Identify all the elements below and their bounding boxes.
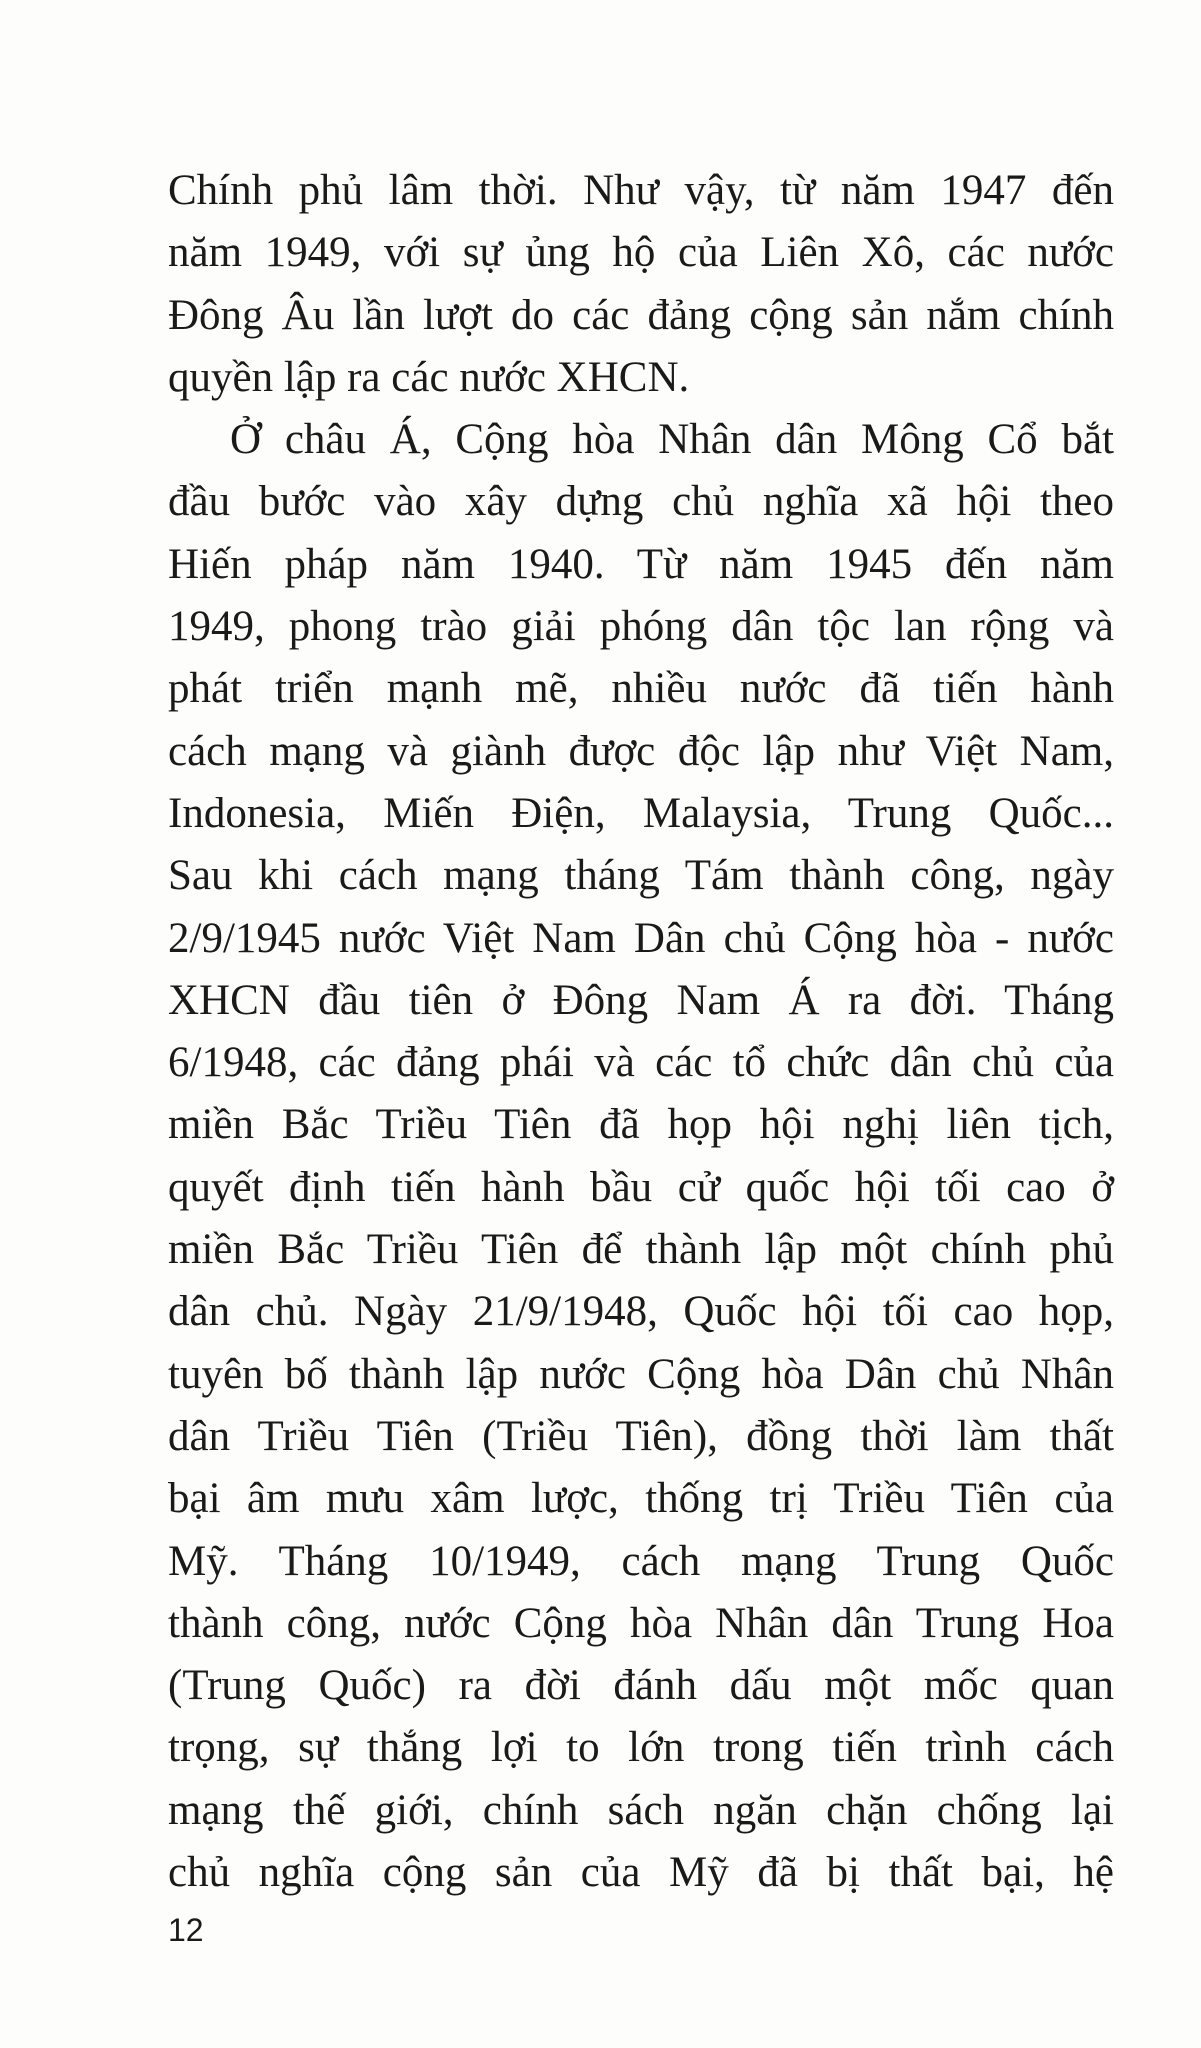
text-line: miền Bắc Triều Tiên đã họp hội nghị liên tịch, (168, 1101, 1114, 1149)
text-line: XHCN đầu tiên ở Đông Nam Á ra đời. Tháng (168, 976, 1114, 1024)
text-line: trọng, sự thắng lợi to lớn trong tiến trình cách (168, 1724, 1114, 1772)
text-line: Indonesia, Miến Điện, Malaysia, Trung Quốc... (168, 789, 1114, 837)
text-line: quyền lập ra các nước XHCN. (168, 353, 690, 401)
text-line: 6/1948, các đảng phái và các tổ chức dân chủ của (168, 1039, 1114, 1087)
text-line: 2/9/1945 nước Việt Nam Dân chủ Cộng hòa - nước (168, 914, 1114, 962)
text-line: mạng thế giới, chính sách ngăn chặn chống lại (168, 1786, 1114, 1834)
text-line: dân chủ. Ngày 21/9/1948, Quốc hội tối cao họp, (168, 1288, 1114, 1336)
text-line: Ở châu Á, Cộng hòa Nhân dân Mông Cổ bắt (230, 416, 1114, 464)
text-line: Hiến pháp năm 1940. Từ năm 1945 đến năm (168, 540, 1114, 588)
text-line: chủ nghĩa cộng sản của Mỹ đã bị thất bại, hệ (168, 1849, 1114, 1897)
body-text (168, 160, 1114, 1904)
text-line: năm 1949, với sự ủng hộ của Liên Xô, các nước (168, 229, 1114, 277)
text-line: miền Bắc Triều Tiên để thành lập một chính phủ (168, 1226, 1114, 1274)
text-line: dân Triều Tiên (Triều Tiên), đồng thời làm thất (168, 1412, 1114, 1460)
text-line: quyết định tiến hành bầu cử quốc hội tối cao ở (168, 1163, 1114, 1211)
text-line: 1949, phong trào giải phóng dân tộc lan rộng và (168, 603, 1114, 651)
text-line: đầu bước vào xây dựng chủ nghĩa xã hội theo (168, 478, 1114, 526)
text-line: tuyên bố thành lập nước Cộng hòa Dân chủ Nhân (168, 1350, 1114, 1398)
text-line: (Trung Quốc) ra đời đánh dấu một mốc quan (168, 1662, 1114, 1710)
page-number: 12 (168, 1912, 204, 1948)
text-line: Sau khi cách mạng tháng Tám thành công, ngày (168, 852, 1114, 900)
text-line: Mỹ. Tháng 10/1949, cách mạng Trung Quốc (168, 1537, 1114, 1585)
text-line: bại âm mưu xâm lược, thống trị Triều Tiên của (168, 1475, 1114, 1523)
text-line: thành công, nước Cộng hòa Nhân dân Trung Hoa (168, 1599, 1114, 1647)
text-line: Chính phủ lâm thời. Như vậy, từ năm 1947 đến (168, 167, 1114, 214)
text-line: Đông Âu lần lượt do các đảng cộng sản nắm chính (168, 291, 1114, 339)
text-line: cách mạng và giành được độc lập như Việt Nam, (168, 727, 1114, 775)
text-line: phát triển mạnh mẽ, nhiều nước đã tiến hành (168, 665, 1114, 713)
